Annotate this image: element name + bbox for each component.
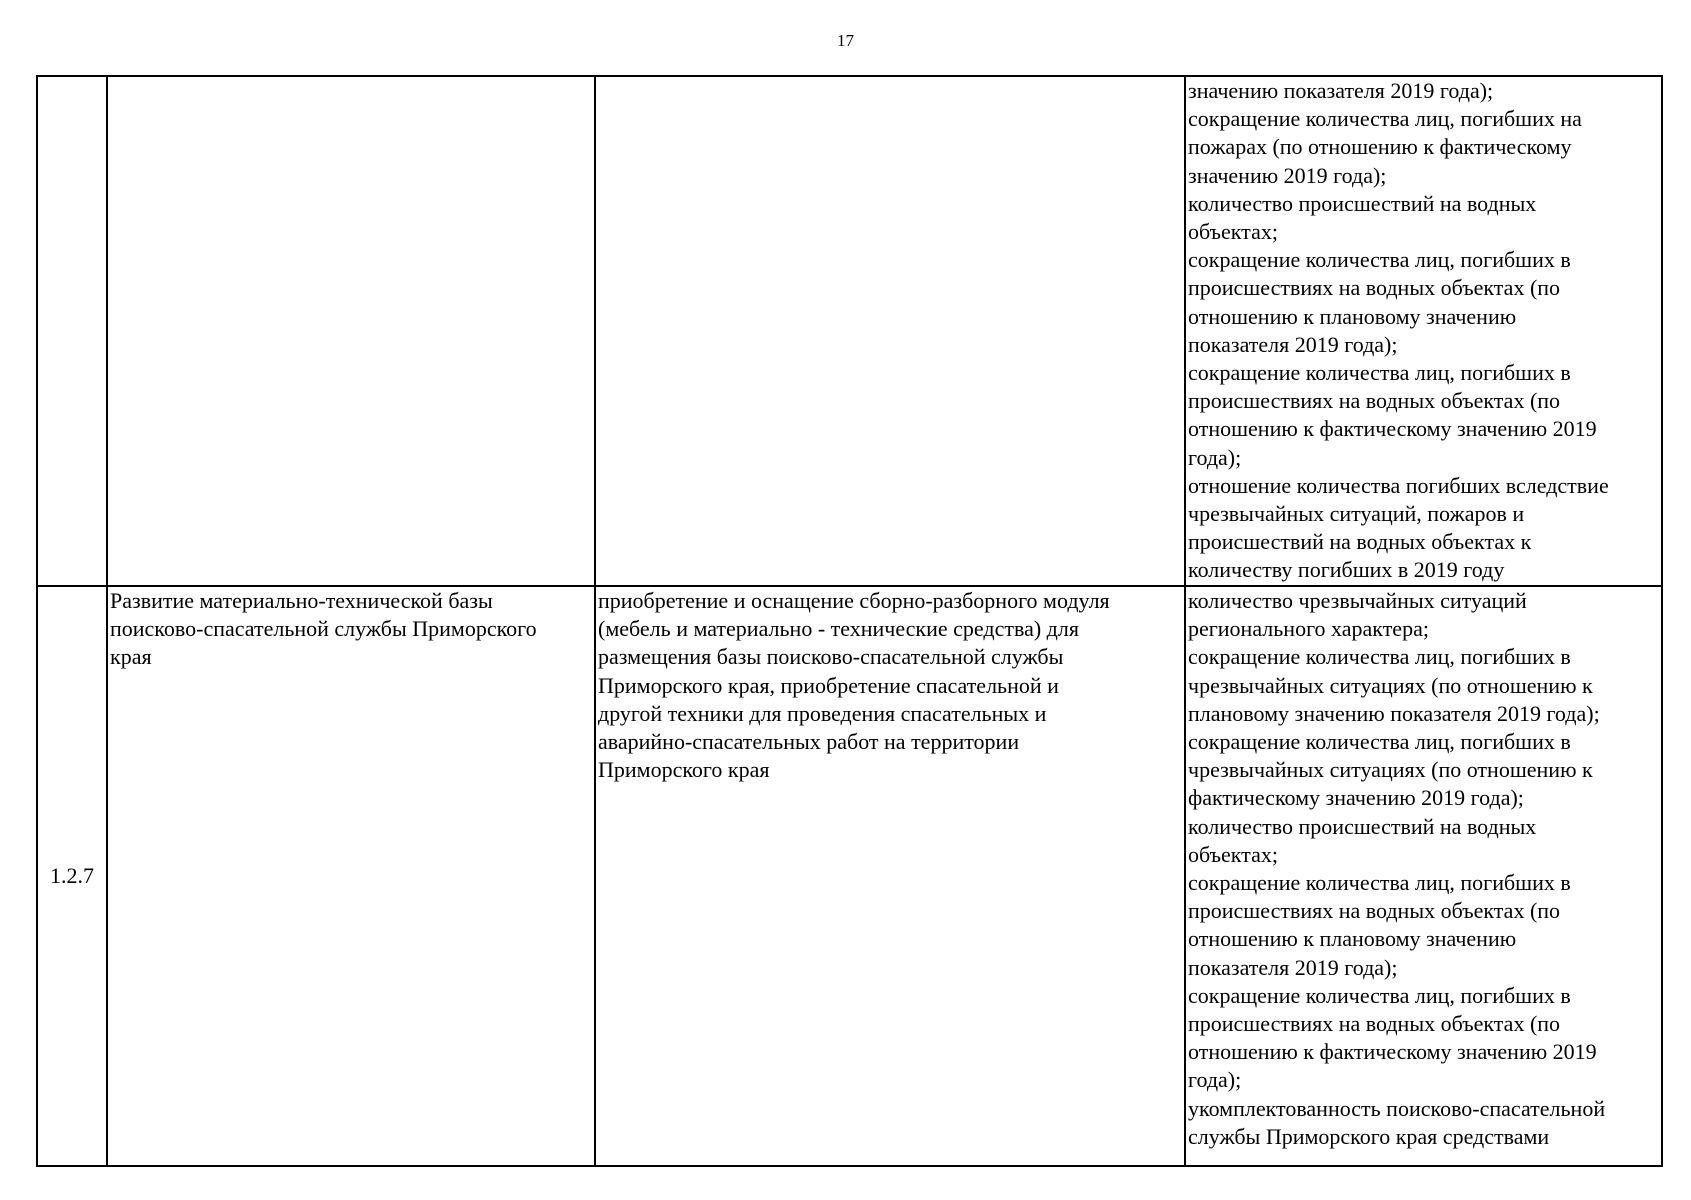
indicators-cell: значению показателя 2019 года); сокращение количества лиц, погибших на пожарах (по отношению к фактическому значению 2019 года); количество происшествий на водных объектах; сокращение количества лиц, погибших в происшествиях на водных объектах (по отношению к плановому значению показателя 2019 года); сокращение количества лиц, погибших в происшествиях на водных объектах (по отношению к фактическому значению 2019 года); отношение количества погибших вследствие чрезвычайных ситуаций, пожаров и происшествий на водных объектах к количеству погибших в 2019 году xyxy=(1185,76,1662,586)
table-row xyxy=(37,76,1662,586)
page-number: 17 xyxy=(837,31,854,50)
program-measures-table xyxy=(36,75,1663,1167)
table-row xyxy=(37,586,1662,1166)
row-number-cell xyxy=(37,76,107,586)
row-number-cell: 1.2.7 xyxy=(37,586,107,1166)
measure-description-cell: приобретение и оснащение сборно-разборного модуля (мебель и материально - технические средства) для размещения базы поисково-спасательной службы Приморского края, приобретение спасательной и другой техники для проведения спасательных и аварийно-спасательных работ на территории Приморского края xyxy=(595,586,1185,1166)
measure-name-cell xyxy=(107,76,595,586)
measure-description-cell xyxy=(595,76,1185,586)
measure-name-cell: Развитие материально-технической базы поисково-спасательной службы Приморского края xyxy=(107,586,595,1166)
indicators-cell: количество чрезвычайных ситуаций регионального характера; сокращение количества лиц, погибших в чрезвычайных ситуациях (по отношению к плановому значению показателя 2019 года); сокращение количества лиц, погибших в чрезвычайных ситуациях (по отношению к фактическому значению 2019 года); количество происшествий на водных объектах; сокращение количества лиц, погибших в происшествиях на водных объектах (по отношению к плановому значению показателя 2019 года); сокращение количества лиц, погибших в происшествиях на водных объектах (по отношению к фактическому значению 2019 года); укомплектованность поисково-спасательной службы Приморского края средствами xyxy=(1185,586,1662,1166)
